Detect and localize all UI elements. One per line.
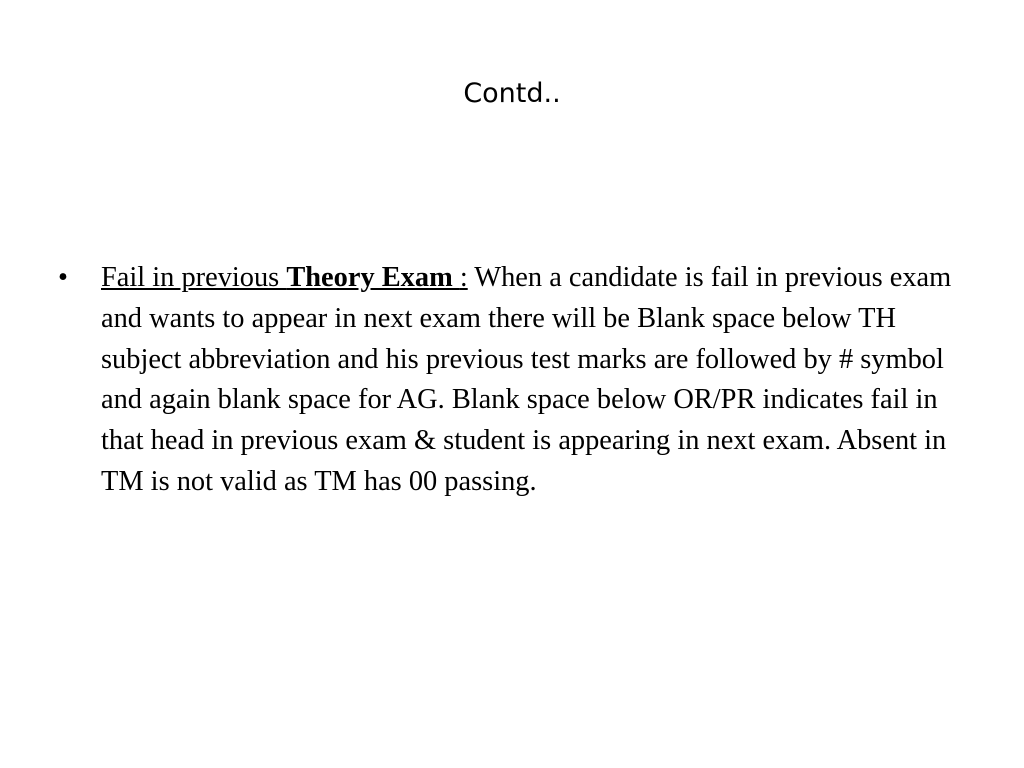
- lead-heading: [101, 262, 468, 293]
- lead-bold: Theory Exam: [286, 262, 460, 293]
- slide-body: [58, 258, 968, 503]
- bullet-item: [58, 258, 968, 503]
- slide-title: Contd..: [463, 78, 561, 109]
- lead-colon: :: [459, 262, 468, 293]
- bullet-icon: •: [58, 262, 68, 293]
- lead-plain: Fail in previous: [101, 262, 287, 293]
- bullet-text: When a candidate is fail in previous exam and wants to appear in next exam there will be Blank space below TH subject abbreviation and his previous test marks are followed by # symbol and again blank space for AG. Blank space below OR/PR indicates fail in that head in previous exam & student is appearing in next exam. Absent in TM is not valid as TM has 00 passing.: [101, 262, 952, 497]
